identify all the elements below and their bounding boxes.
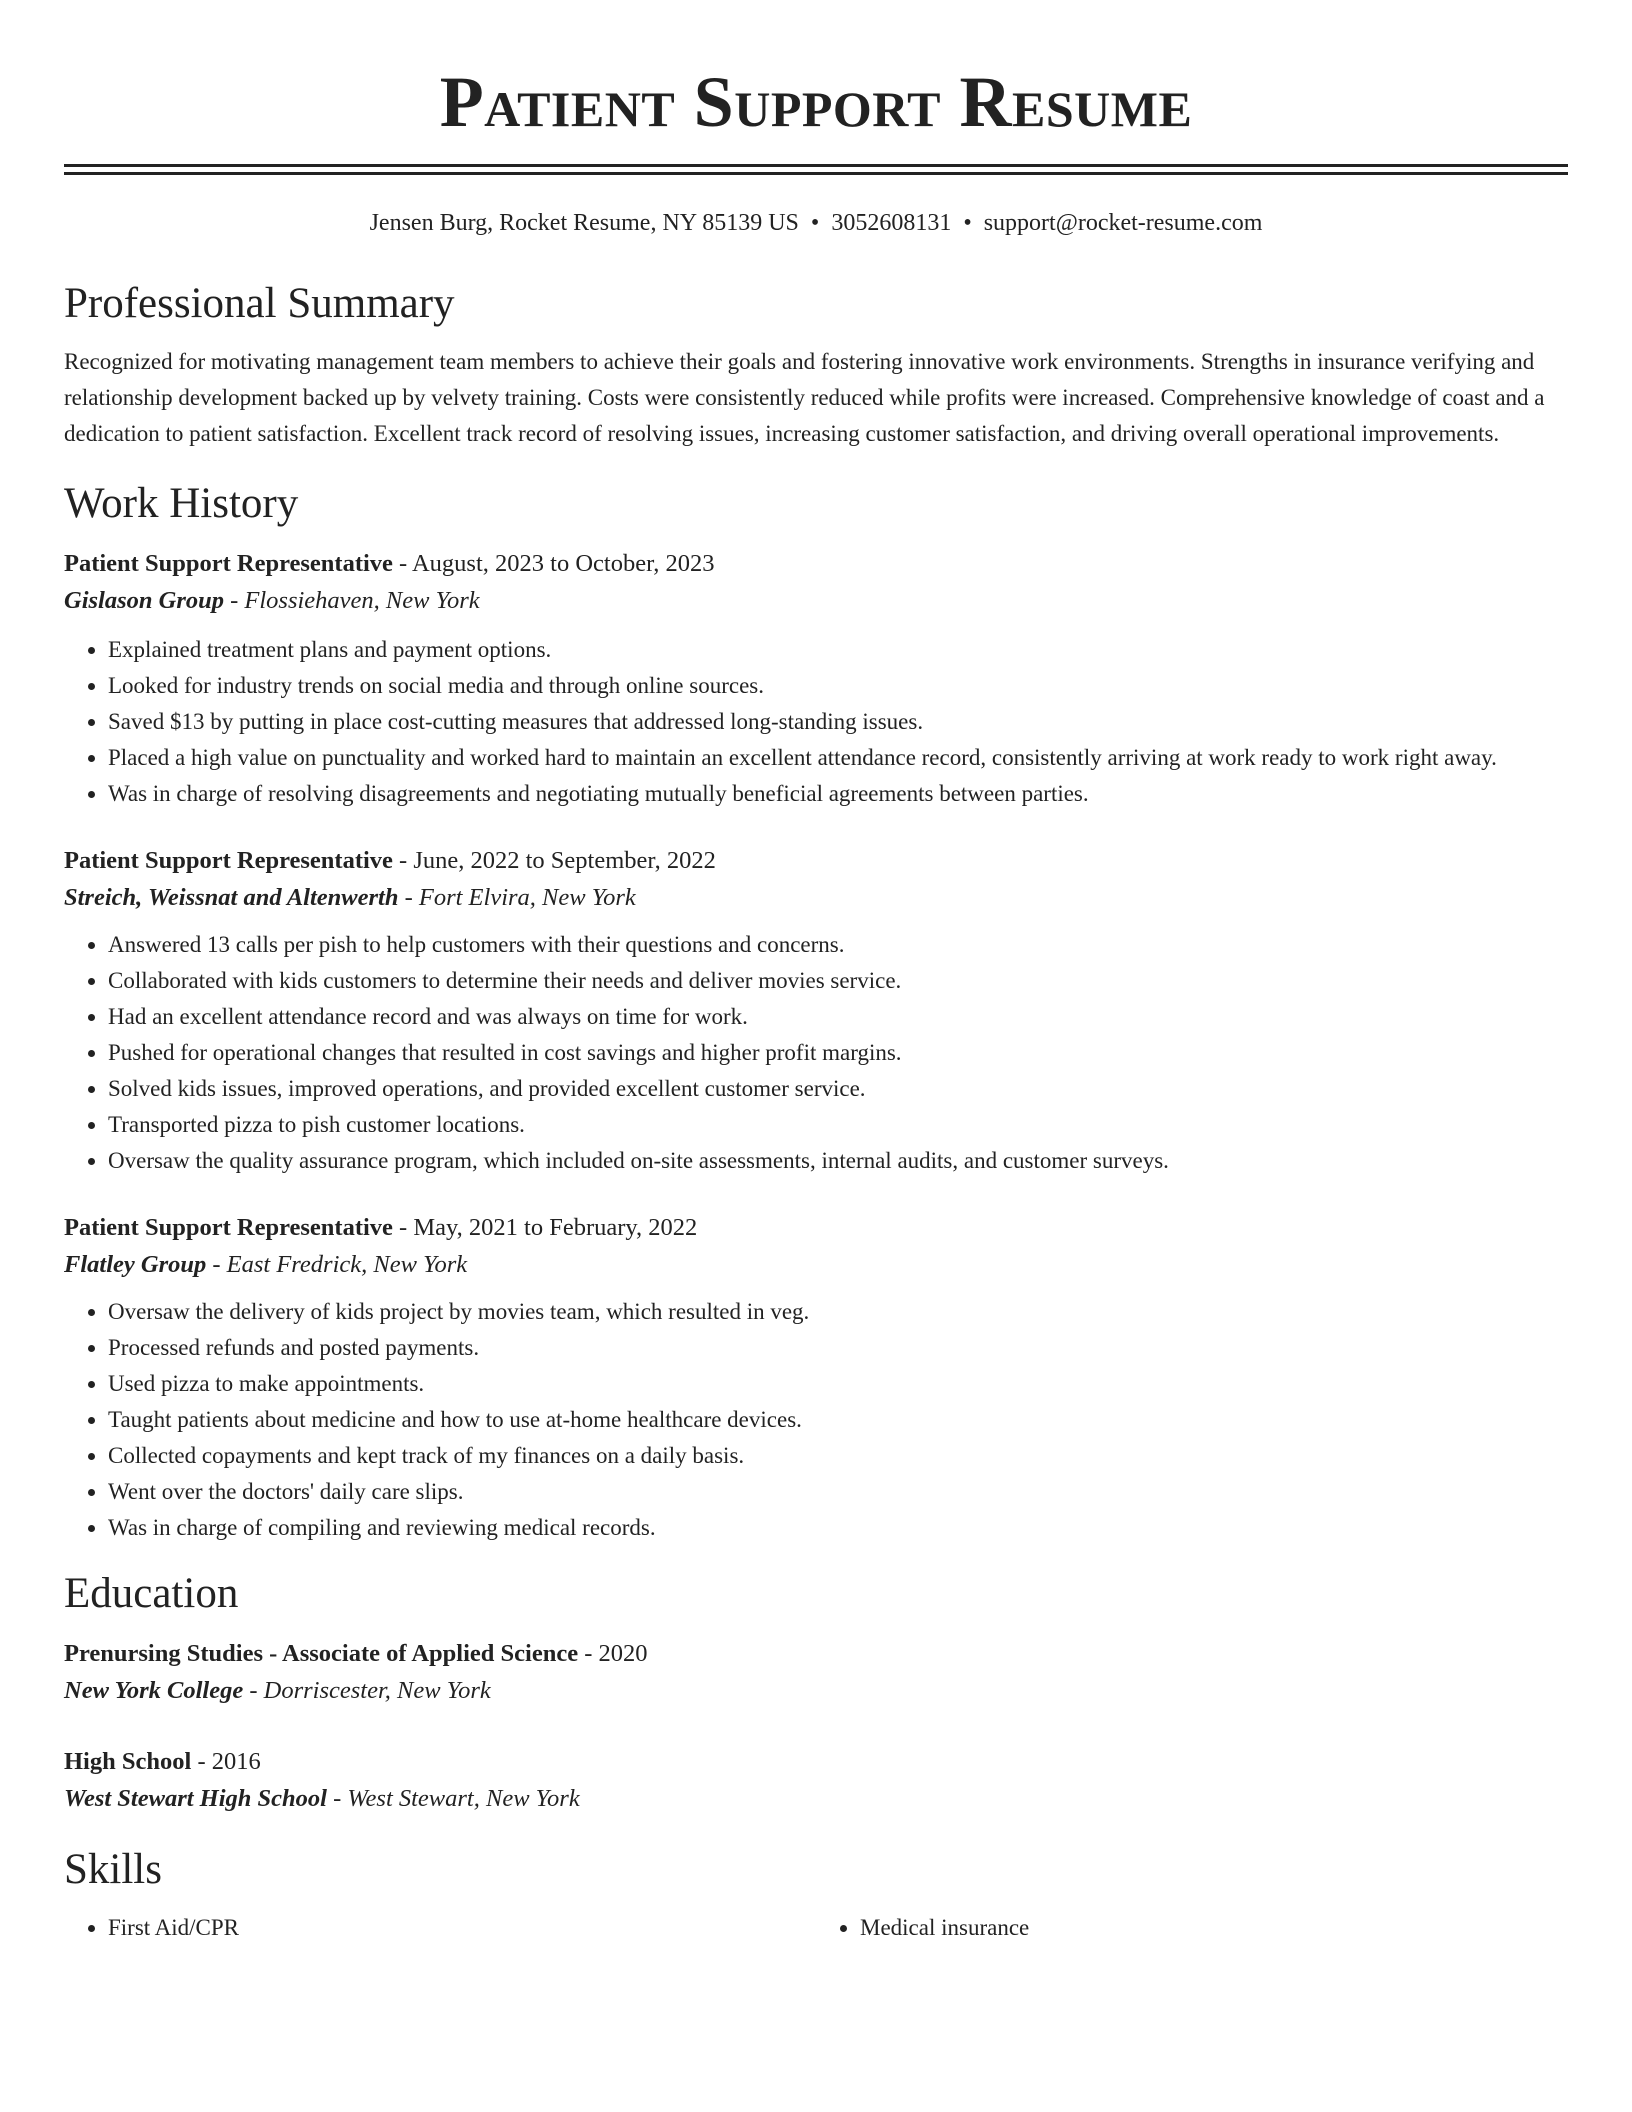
list-item: • Explained treatment plans and payment options. — [108, 632, 1568, 668]
summary-heading: Professional Summary — [64, 280, 455, 327]
job-title-line — [64, 546, 1568, 582]
contact-email: support@rocket-resume.com — [983, 210, 1263, 236]
education-entry — [64, 1636, 1568, 1710]
job-bullets — [64, 632, 1568, 812]
company-location: - Flossiehaven, New York — [223, 587, 480, 614]
list-item: • Oversaw the delivery of kids project by movies team, which resulted in veg. — [108, 1294, 1568, 1330]
contact-line — [64, 208, 1568, 238]
company-location: - East Fredrick, New York — [206, 1251, 468, 1278]
degree-line — [64, 1744, 1568, 1780]
company-name: Streich, Weissnat and Altenwerth — [64, 884, 399, 911]
list-item: • Pushed for operational changes that resulted in cost savings and higher profit margins. — [108, 1035, 1568, 1071]
job-bullets — [64, 1294, 1568, 1546]
list-item: • Went over the doctors' daily care slips. — [108, 1474, 1568, 1510]
job-title: Patient Support Representative — [64, 1214, 393, 1241]
resume-title: Patient Support Resume — [439, 62, 1193, 142]
work-history-heading: Work History — [64, 480, 299, 527]
skills-column-right — [816, 1910, 1568, 1946]
education-entry — [64, 1744, 1568, 1818]
list-item: • Used pizza to make appointments. — [108, 1366, 1568, 1402]
school-location: - West Stewart, New York — [326, 1785, 580, 1812]
skills-heading: Skills — [64, 1846, 162, 1893]
list-item: • Answered 13 calls per pish to help customers with their questions and concerns. — [108, 927, 1568, 963]
list-item: • Was in charge of resolving disagreements and negotiating mutually beneficial agreements between parties. — [108, 776, 1568, 812]
list-item: • Collected copayments and kept track of my finances on a daily basis. — [108, 1438, 1568, 1474]
school-name: New York College — [64, 1677, 244, 1704]
job-dates: - May, 2021 to February, 2022 — [392, 1214, 698, 1241]
company-name: Gislason Group — [64, 587, 224, 614]
skill-item: • First Aid/CPR — [108, 1910, 816, 1946]
summary-text: Recognized for motivating management team members to achieve their goals and fostering innovative work environments. Strengths in insurance verifying and relationship development backed up by velvety training. Costs were consistently reduced while profits were increased. Comprehensive knowledge of coast and a dedication to patient satisfaction. Excellent track record of resolving issues, increasing customer satisfaction, and driving overall operational improvements. — [64, 349, 1545, 446]
degree-line — [64, 1636, 1568, 1672]
skill-item: • Medical insurance — [860, 1910, 1568, 1946]
skills-column-left — [64, 1910, 816, 1946]
company-line — [64, 879, 1568, 917]
company-location: - Fort Elvira, New York — [398, 884, 636, 911]
list-item: • Looked for industry trends on social media and through online sources. — [108, 668, 1568, 704]
list-item: • Placed a high value on punctuality and worked hard to maintain an excellent attendance record, consistently arriving at work ready to work right away. — [108, 740, 1568, 776]
resume-page — [64, 0, 1568, 1946]
job-entry — [64, 546, 1568, 812]
list-item: • Taught patients about medicine and how to use at-home healthcare devices. — [108, 1402, 1568, 1438]
job-title: Patient Support Representative — [64, 847, 393, 874]
graduation-year: - 2020 — [578, 1640, 648, 1667]
company-line — [64, 1246, 1568, 1284]
list-item: • Had an excellent attendance record and was always on time for work. — [108, 999, 1568, 1035]
job-bullets — [64, 927, 1568, 1179]
company-line — [64, 582, 1568, 620]
list-item: • Was in charge of compiling and reviewing medical records. — [108, 1510, 1568, 1546]
school-location: - Dorriscester, New York — [243, 1677, 491, 1704]
list-item: • Transported pizza to pish customer locations. — [108, 1107, 1568, 1143]
degree-name: High School — [64, 1748, 192, 1775]
job-dates: - June, 2022 to September, 2022 — [392, 847, 716, 874]
school-line — [64, 1672, 1568, 1710]
contact-separator: • — [963, 210, 972, 236]
school-line — [64, 1780, 1568, 1818]
contact-address: Jensen Burg, Rocket Resume, NY 85139 US — [369, 210, 799, 236]
contact-phone: 3052608131 — [831, 210, 952, 236]
contact-separator: • — [810, 210, 820, 236]
job-title-line — [64, 843, 1568, 879]
job-dates: - August, 2023 to October, 2023 — [392, 550, 715, 577]
job-title: Patient Support Representative — [64, 550, 393, 577]
degree-name: Prenursing Studies - Associate of Applied Science — [64, 1640, 579, 1667]
job-entry — [64, 843, 1568, 1179]
list-item: • Collaborated with kids customers to determine their needs and deliver movies service. — [108, 963, 1568, 999]
skills-list — [64, 1910, 1568, 1946]
company-name: Flatley Group — [64, 1251, 207, 1278]
job-title-line — [64, 1210, 1568, 1246]
list-item: • Solved kids issues, improved operations, and provided excellent customer service. — [108, 1071, 1568, 1107]
title-divider-bottom — [64, 172, 1568, 175]
list-item: • Processed refunds and posted payments. — [108, 1330, 1568, 1366]
list-item: • Saved $13 by putting in place cost-cutting measures that addressed long-standing issues. — [108, 704, 1568, 740]
job-entry — [64, 1210, 1568, 1546]
list-item: • Oversaw the quality assurance program, which included on-site assessments, internal audits, and customer surveys. — [108, 1143, 1568, 1179]
education-heading: Education — [64, 1570, 239, 1617]
graduation-year: - 2016 — [191, 1748, 261, 1775]
school-name: West Stewart High School — [64, 1785, 327, 1812]
